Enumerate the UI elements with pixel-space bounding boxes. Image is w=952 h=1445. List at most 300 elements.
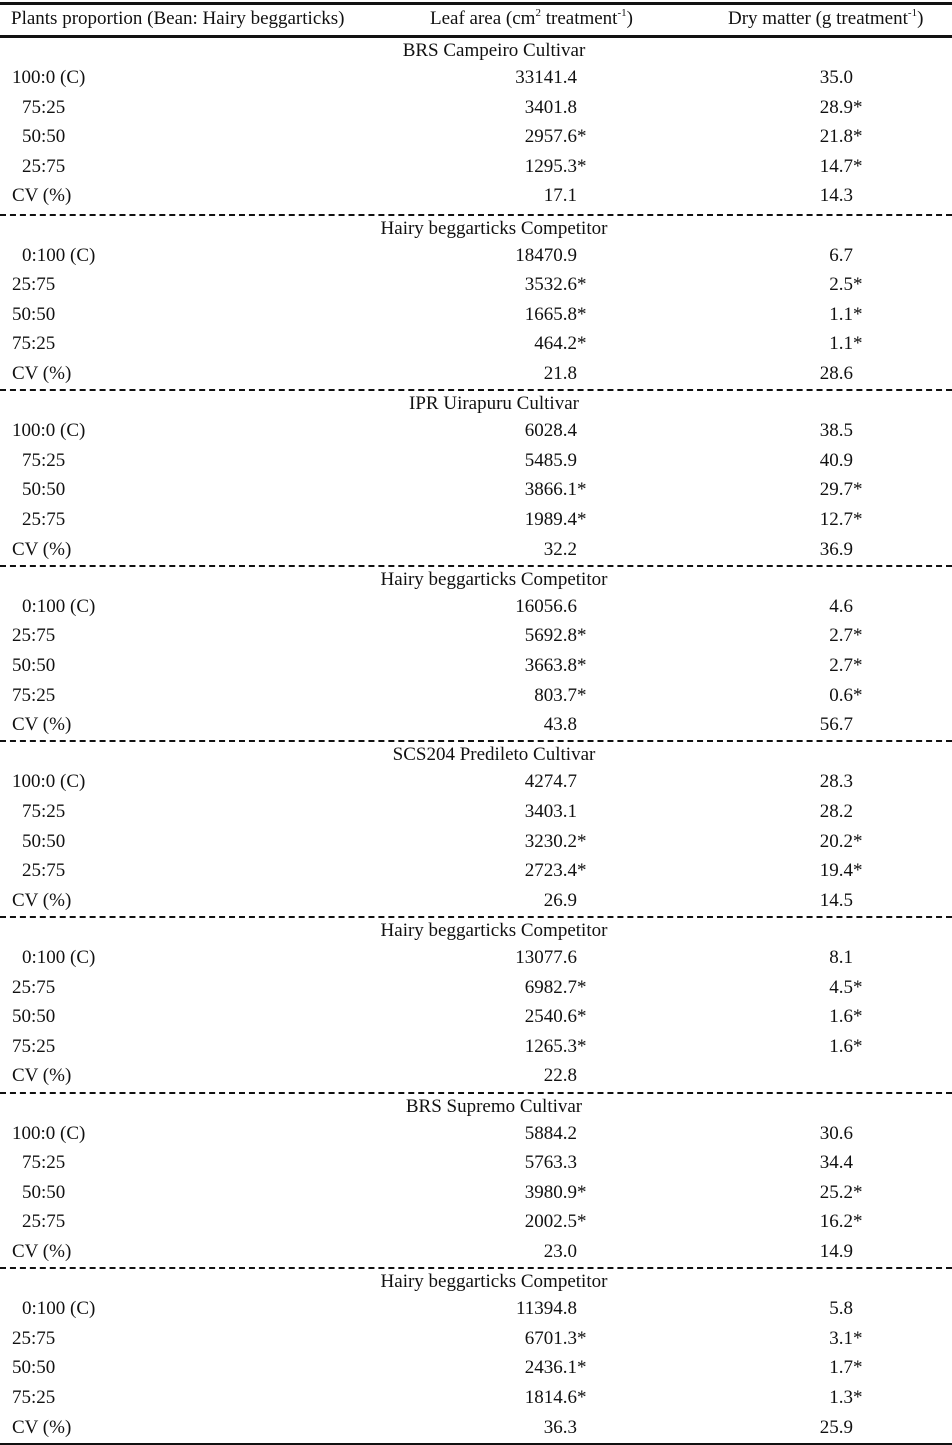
header-plants-proportion: Plants proportion (Bean: Hairy beggarticks)	[11, 8, 345, 29]
table-row	[0, 63, 952, 93]
dry-matter-cell	[819, 827, 863, 857]
leaf-area-cell	[515, 943, 577, 973]
leaf-area-cell	[544, 1413, 577, 1443]
table-row	[0, 1294, 952, 1324]
proportion-label: 100:0 (C)	[12, 1122, 86, 1144]
dry-matter-value: 14.9	[819, 1240, 853, 1262]
proportion-label: 100:0 (C)	[12, 420, 86, 442]
dry-matter-value: 28.6	[819, 362, 853, 384]
significance-marker: *	[853, 508, 863, 530]
proportion-label: 0:100 (C)	[22, 595, 96, 617]
table-row	[0, 1148, 952, 1178]
leaf-area-value: 36.3	[543, 1416, 577, 1438]
dry-matter-value: 1.6	[829, 1006, 853, 1028]
dry-matter-cell	[819, 505, 863, 535]
significance-marker: *	[577, 1211, 587, 1233]
proportion-label: 75:25	[12, 1386, 56, 1408]
table-row	[0, 122, 952, 152]
leaf-area-value: 5692.8	[524, 625, 577, 647]
leaf-area-value: 5884.2	[524, 1122, 577, 1144]
leaf-area-value: 464.2	[534, 333, 577, 355]
table-row	[0, 1032, 952, 1062]
leaf-area-cell	[524, 152, 587, 182]
leaf-area-value: 6028.4	[524, 420, 577, 442]
proportion-label: CV (%)	[12, 1240, 72, 1262]
leaf-area-value: 26.9	[543, 889, 577, 911]
leaf-area-cell	[544, 1061, 577, 1091]
leaf-area-value: 3403.1	[524, 800, 577, 822]
significance-marker: *	[853, 333, 863, 355]
leaf-area-value: 21.8	[543, 362, 577, 384]
table-row	[0, 535, 952, 565]
table-section	[0, 565, 952, 741]
leaf-area-cell	[524, 1032, 587, 1062]
section-title: SCS204 Predileto Cultivar	[392, 744, 596, 766]
proportion-label: 75:25	[12, 684, 56, 706]
leaf-area-value: 803.7	[534, 684, 577, 706]
table-row	[0, 973, 952, 1003]
leaf-area-value: 2540.6	[524, 1006, 577, 1028]
dry-matter-value: 35.0	[819, 67, 853, 88]
dry-matter-value: 30.6	[819, 1122, 853, 1144]
dry-matter-value: 21.8	[819, 126, 853, 148]
table-row	[0, 270, 952, 300]
table-section	[0, 1092, 952, 1268]
leaf-area-cell	[524, 973, 587, 1003]
significance-marker: *	[853, 1006, 863, 1028]
table-row	[0, 886, 952, 916]
table-section	[0, 916, 952, 1092]
leaf-area-value: 13077.6	[515, 946, 577, 968]
dry-matter-cell	[820, 63, 853, 93]
proportion-label: 75:25	[12, 333, 56, 355]
proportion-label: 50:50	[22, 479, 66, 501]
leaf-area-value: 1814.6	[524, 1386, 577, 1408]
proportion-label: 50:50	[22, 126, 66, 148]
header-leaf-area-unit: treatment	[540, 8, 618, 29]
proportion-label: 25:75	[12, 625, 56, 647]
dry-matter-cell	[819, 856, 863, 886]
significance-marker: *	[853, 274, 863, 296]
table-row	[0, 446, 952, 476]
dry-matter-value: 8.1	[829, 946, 853, 968]
dry-matter-value: 19.4	[819, 860, 853, 882]
leaf-area-value: 5485.9	[524, 449, 577, 471]
leaf-area-cell	[525, 416, 577, 446]
dry-matter-cell	[820, 359, 853, 389]
significance-marker: *	[577, 1327, 587, 1349]
dry-matter-cell	[829, 681, 863, 711]
table-row	[0, 767, 952, 797]
dry-matter-value: 14.5	[819, 889, 853, 911]
dry-matter-value: 20.2	[819, 830, 853, 852]
proportion-label: 25:75	[22, 155, 66, 177]
leaf-area-cell	[524, 122, 587, 152]
proportion-label: 25:75	[12, 976, 56, 998]
dry-matter-value: 29.7	[819, 479, 853, 501]
superscript: 2	[535, 7, 541, 19]
significance-marker: *	[853, 860, 863, 882]
dry-matter-cell	[829, 1002, 863, 1032]
dry-matter-cell	[829, 1294, 853, 1324]
table-row	[0, 93, 952, 123]
table-row	[0, 797, 952, 827]
section-title: Hairy beggarticks Competitor	[380, 217, 608, 239]
table-row	[0, 651, 952, 681]
dry-matter-value: 2.7	[829, 625, 853, 647]
dry-matter-cell	[829, 621, 863, 651]
leaf-area-cell	[524, 1002, 587, 1032]
proportion-label: 50:50	[12, 1357, 56, 1379]
dry-matter-cell	[820, 797, 853, 827]
table-body	[0, 38, 952, 1443]
proportion-label: 100:0 (C)	[12, 771, 86, 793]
superscript: -1	[907, 7, 918, 19]
leaf-area-value: 11394.8	[515, 1298, 577, 1320]
proportion-label: 75:25	[22, 449, 66, 471]
significance-marker: *	[853, 625, 863, 647]
leaf-area-cell	[544, 359, 577, 389]
dry-matter-value: 1.1	[829, 303, 853, 325]
table-section	[0, 740, 952, 916]
significance-marker: *	[853, 479, 863, 501]
proportion-label: CV (%)	[12, 714, 72, 736]
proportion-label: 75:25	[22, 96, 66, 118]
dry-matter-cell	[829, 329, 863, 359]
significance-marker: *	[577, 274, 587, 296]
significance-marker: *	[577, 333, 587, 355]
significance-marker: *	[577, 830, 587, 852]
leaf-area-cell	[524, 1207, 587, 1237]
dry-matter-cell	[820, 1119, 853, 1149]
significance-marker: *	[853, 830, 863, 852]
leaf-area-cell	[525, 1119, 577, 1149]
dry-matter-value: 2.7	[829, 654, 853, 676]
dry-matter-cell	[829, 1353, 863, 1383]
table-row	[0, 359, 952, 389]
proportion-label: CV (%)	[12, 1065, 72, 1087]
dry-matter-value: 4.5	[829, 976, 853, 998]
dry-matter-cell	[820, 535, 853, 565]
dry-matter-value: 6.7	[829, 244, 853, 266]
significance-marker: *	[577, 126, 587, 148]
leaf-area-cell	[524, 270, 587, 300]
dry-matter-cell	[820, 710, 853, 740]
leaf-area-cell	[525, 767, 577, 797]
significance-marker: *	[853, 1327, 863, 1349]
leaf-area-value: 3663.8	[524, 654, 577, 676]
leaf-area-cell	[544, 1237, 577, 1267]
significance-marker: *	[577, 654, 587, 676]
header-dry-matter-text: Dry matter (g treatment	[728, 8, 908, 29]
dry-matter-cell	[820, 1237, 853, 1267]
leaf-area-value: 33141.4	[515, 67, 577, 88]
table-row	[0, 592, 952, 622]
significance-marker: *	[853, 126, 863, 148]
proportion-label: 50:50	[22, 830, 66, 852]
leaf-area-value: 3866.1	[524, 479, 577, 501]
leaf-area-value: 1265.3	[524, 1035, 577, 1057]
leaf-area-cell	[534, 681, 587, 711]
leaf-area-value: 23.0	[543, 1240, 577, 1262]
table-row	[0, 475, 952, 505]
proportion-label: 75:25	[22, 1152, 66, 1174]
dry-matter-cell	[819, 1178, 863, 1208]
table-row	[0, 1324, 952, 1354]
dry-matter-cell	[829, 943, 853, 973]
leaf-area-value: 17.1	[543, 185, 577, 207]
table-row	[0, 241, 952, 271]
dry-matter-value: 28.3	[819, 771, 853, 793]
proportion-label: 25:75	[22, 1211, 66, 1233]
leaf-area-cell	[525, 1148, 577, 1178]
leaf-area-cell	[525, 93, 577, 123]
table-row	[0, 329, 952, 359]
dry-matter-cell	[820, 446, 853, 476]
table-row	[0, 300, 952, 330]
leaf-area-value: 1989.4	[524, 508, 577, 530]
dry-matter-value: 14.3	[819, 185, 853, 207]
leaf-area-value: 6982.7	[524, 976, 577, 998]
leaf-area-value: 4274.7	[524, 771, 577, 793]
table-row	[0, 1119, 952, 1149]
table-row	[0, 1237, 952, 1267]
proportion-label: CV (%)	[12, 538, 72, 560]
leaf-area-value: 2002.5	[524, 1211, 577, 1233]
significance-marker: *	[853, 303, 863, 325]
proportion-label: CV (%)	[12, 1416, 72, 1438]
table-row	[0, 827, 952, 857]
leaf-area-cell	[524, 300, 587, 330]
dry-matter-cell	[820, 886, 853, 916]
dry-matter-value: 16.2	[819, 1211, 853, 1233]
leaf-area-cell	[515, 241, 577, 271]
table-row	[0, 505, 952, 535]
superscript: -1	[617, 7, 627, 19]
dry-matter-value: 1.3	[829, 1386, 853, 1408]
dry-matter-cell	[829, 300, 863, 330]
significance-marker: *	[853, 684, 863, 706]
leaf-area-cell	[524, 505, 587, 535]
significance-marker: *	[577, 1386, 587, 1408]
dry-matter-value: 1.6	[829, 1035, 853, 1057]
dry-matter-value: 36.9	[819, 538, 853, 560]
table-row	[0, 152, 952, 182]
significance-marker: *	[853, 976, 863, 998]
significance-marker: *	[577, 860, 587, 882]
significance-marker: *	[577, 1035, 587, 1057]
leaf-area-value: 5763.3	[524, 1152, 577, 1174]
proportion-label: 75:25	[12, 1035, 56, 1057]
table-row	[0, 856, 952, 886]
dry-matter-value: 12.7	[819, 508, 853, 530]
dry-matter-value: 25.2	[819, 1181, 853, 1203]
table-row	[0, 1002, 952, 1032]
table-row	[0, 416, 952, 446]
dry-matter-cell	[820, 1148, 853, 1178]
significance-marker: *	[577, 684, 587, 706]
dry-matter-value: 2.5	[829, 274, 853, 296]
leaf-area-cell	[534, 329, 587, 359]
dry-matter-cell	[819, 152, 863, 182]
significance-marker: *	[577, 303, 587, 325]
dry-matter-cell	[819, 93, 863, 123]
proportion-label: 0:100 (C)	[22, 946, 96, 968]
results-table	[0, 2, 952, 1445]
dry-matter-value: 1.1	[829, 333, 853, 355]
proportion-label: 0:100 (C)	[22, 244, 96, 266]
leaf-area-value: 1295.3	[524, 155, 577, 177]
significance-marker: *	[853, 1211, 863, 1233]
leaf-area-cell	[524, 1178, 587, 1208]
leaf-area-value: 3230.2	[524, 830, 577, 852]
dry-matter-cell	[820, 181, 853, 211]
proportion-label: CV (%)	[12, 889, 72, 911]
leaf-area-value: 32.2	[543, 538, 577, 560]
header-leaf-area	[430, 8, 633, 30]
leaf-area-value: 3401.8	[524, 96, 577, 118]
leaf-area-cell	[525, 797, 577, 827]
dry-matter-cell	[829, 241, 853, 271]
dry-matter-value: 40.9	[819, 449, 853, 471]
table-row	[0, 1353, 952, 1383]
header-paren: )	[626, 8, 633, 29]
section-title: IPR Uirapuru Cultivar	[409, 393, 579, 415]
proportion-label: CV (%)	[12, 362, 72, 384]
dry-matter-cell	[829, 1032, 863, 1062]
leaf-area-cell	[524, 475, 587, 505]
header-leaf-area-text: Leaf area (cm	[430, 8, 536, 29]
dry-matter-value: 3.1	[829, 1327, 853, 1349]
table-section	[0, 38, 952, 214]
significance-marker: *	[577, 976, 587, 998]
table-section	[0, 1267, 952, 1443]
significance-marker: *	[577, 625, 587, 647]
leaf-area-value: 2436.1	[524, 1357, 577, 1379]
section-title: Hairy beggarticks Competitor	[380, 919, 608, 941]
leaf-area-value: 3980.9	[524, 1181, 577, 1203]
table-row	[0, 1061, 952, 1091]
dry-matter-cell	[820, 767, 853, 797]
leaf-area-cell	[525, 446, 577, 476]
proportion-label: 50:50	[12, 1006, 56, 1028]
section-title: Hairy beggarticks Competitor	[380, 568, 608, 590]
table-row	[0, 710, 952, 740]
proportion-label: 50:50	[12, 654, 56, 676]
significance-marker: *	[853, 1386, 863, 1408]
dry-matter-value: 25.9	[819, 1416, 853, 1438]
significance-marker: *	[577, 479, 587, 501]
dry-matter-value: 28.2	[819, 800, 853, 822]
dry-matter-value: 5.8	[829, 1298, 853, 1320]
significance-marker: *	[853, 96, 863, 118]
significance-marker: *	[577, 1357, 587, 1379]
significance-marker: *	[577, 1006, 587, 1028]
header-dry-matter	[728, 8, 923, 30]
proportion-label: 50:50	[22, 1181, 66, 1203]
dry-matter-cell	[829, 1383, 863, 1413]
leaf-area-cell	[544, 535, 577, 565]
leaf-area-value: 22.8	[543, 1065, 577, 1087]
leaf-area-cell	[515, 592, 577, 622]
significance-marker: *	[853, 654, 863, 676]
proportion-label: 100:0 (C)	[12, 67, 86, 88]
table-row	[0, 181, 952, 211]
dry-matter-cell	[820, 416, 853, 446]
significance-marker: *	[577, 508, 587, 530]
proportion-label: 25:75	[12, 274, 56, 296]
leaf-area-cell	[524, 1324, 587, 1354]
proportion-label: 75:25	[22, 800, 66, 822]
leaf-area-value: 43.8	[543, 714, 577, 736]
dry-matter-value: 34.4	[819, 1152, 853, 1174]
leaf-area-cell	[524, 1353, 587, 1383]
significance-marker: *	[853, 1357, 863, 1379]
table-row	[0, 1207, 952, 1237]
table-row	[0, 1413, 952, 1443]
dry-matter-value: 28.9	[819, 96, 853, 118]
table-row	[0, 621, 952, 651]
leaf-area-cell	[515, 63, 577, 93]
dry-matter-cell	[829, 270, 863, 300]
table-row	[0, 1383, 952, 1413]
table-header	[0, 2, 952, 38]
proportion-label: 25:75	[12, 1327, 56, 1349]
leaf-area-value: 6701.3	[524, 1327, 577, 1349]
leaf-area-cell	[524, 827, 587, 857]
table-section	[0, 214, 952, 390]
proportion-label: 25:75	[22, 860, 66, 882]
leaf-area-cell	[516, 1294, 577, 1324]
significance-marker: *	[853, 1035, 863, 1057]
dry-matter-cell	[829, 1324, 863, 1354]
section-title: BRS Campeiro Cultivar	[402, 40, 586, 61]
leaf-area-cell	[524, 651, 587, 681]
dry-matter-value: 4.6	[829, 595, 853, 617]
table-row	[0, 943, 952, 973]
section-title: Hairy beggarticks Competitor	[380, 1271, 608, 1293]
proportion-label: 0:100 (C)	[22, 1298, 96, 1320]
leaf-area-value: 2723.4	[524, 860, 577, 882]
leaf-area-cell	[544, 886, 577, 916]
dry-matter-value: 38.5	[819, 420, 853, 442]
dry-matter-cell	[820, 1413, 853, 1443]
dry-matter-cell	[819, 475, 863, 505]
significance-marker: *	[853, 1181, 863, 1203]
dry-matter-cell	[829, 592, 853, 622]
dry-matter-value: 1.7	[829, 1357, 853, 1379]
leaf-area-value: 1665.8	[524, 303, 577, 325]
dry-matter-value: 14.7	[819, 155, 853, 177]
table-bottom-rule	[0, 1443, 952, 1445]
dry-matter-cell	[819, 1207, 863, 1237]
leaf-area-cell	[544, 710, 577, 740]
significance-marker: *	[853, 155, 863, 177]
leaf-area-cell	[524, 856, 587, 886]
table-row	[0, 1178, 952, 1208]
leaf-area-cell	[524, 621, 587, 651]
leaf-area-cell	[544, 181, 577, 211]
table-row	[0, 681, 952, 711]
section-title: BRS Supremo Cultivar	[405, 1095, 583, 1117]
dry-matter-cell	[819, 122, 863, 152]
leaf-area-value: 18470.9	[515, 244, 577, 266]
significance-marker: *	[577, 155, 587, 177]
header-paren: )	[917, 8, 924, 29]
leaf-area-value: 16056.6	[515, 595, 577, 617]
leaf-area-value: 3532.6	[524, 274, 577, 296]
significance-marker: *	[577, 1181, 587, 1203]
